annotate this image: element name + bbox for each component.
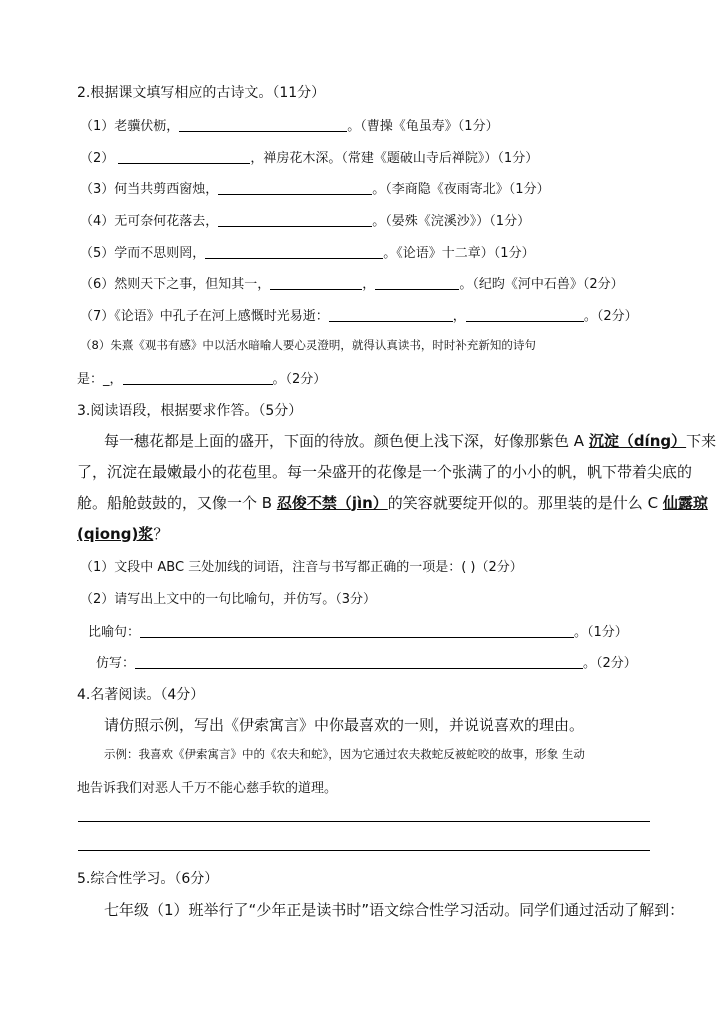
q2-item-7: （7）《论语》中孔子在河上感慨时光易逝： ， 。（2分） (80, 309, 638, 324)
answer-blank[interactable] (375, 275, 459, 290)
q3-passage-line-2: 了，沉淀在最嫩最小的花苞里。每一朵盛开的花像是一个张满了的小小的帆，帆下带着尖底的 (77, 463, 693, 481)
q2-item-5: （5）学而不思则罔， 。《论语》十二章）（1分） (80, 246, 535, 261)
q4-instruction: 请仿照示例，写出《伊索寓言》中你最喜欢的一则，并说说喜欢的理由。 (104, 716, 585, 734)
q3-heading: 3.阅读语段，根据要求作答。（5分） (77, 403, 303, 419)
q4-example-line-1: 示例：我喜欢《伊索寓言》中的《农夫和蛇》，因为它通过农夫救蛇反被蛇咬的故事，形象 生动 (104, 747, 585, 761)
q5-paragraph: 七年级（1）班举行了“少年正是读书时”语文综合性学习活动。同学们通过活动了解到： (104, 901, 685, 919)
answer-blank[interactable] (270, 275, 362, 290)
answer-blank[interactable] (123, 370, 273, 385)
answer-blank[interactable] (205, 244, 383, 259)
q4-example-line-2: 地告诉我们对恶人千万不能心慈手软的道理。 (77, 781, 338, 796)
q2-item-1: （1）老骥伏枥， 。（曹操《龟虽寿》（1分） (80, 119, 499, 134)
answer-line[interactable] (78, 850, 650, 851)
q3-imitate-row: 仿写： 。（2分） (96, 656, 637, 671)
answer-blank[interactable] (179, 117, 347, 132)
simile-answer-blank[interactable] (140, 623, 574, 638)
q3-passage-line-3: 舱。船舱鼓鼓的，又像一个 B 忍俊不禁（jìn）的笑容就要绽开似的。那里装的是什么 C 仙露琼 (77, 494, 708, 512)
q3-passage-line-4: (qiong)浆？ (77, 525, 169, 543)
q2-item-3: （3）何当共剪西窗烛， 。（李商隐《夜雨寄北》（1分） (80, 182, 550, 197)
q2-item-8-answer: 是：_， 。（2分） (77, 372, 327, 387)
q3-passage-line-1: 每一穗花都是上面的盛开，下面的待放。颜色便上浅下深，好像那紫色 A 沉淀（díng）下来 (104, 432, 717, 450)
q3-sub-2: （2）请写出上文中的一句比喻句，并仿写。（3分） (80, 592, 377, 607)
q3-simile-row: 比喻句： 。（1分） (88, 625, 628, 640)
q5-heading: 5.综合性学习。（6分） (77, 871, 219, 887)
answer-line[interactable] (78, 821, 650, 822)
answer-blank[interactable] (118, 149, 250, 164)
answer-blank[interactable] (218, 180, 372, 195)
imitate-answer-blank[interactable] (135, 654, 583, 669)
q2-heading: 2.根据课文填写相应的古诗文。（11分） (77, 85, 326, 101)
q2-item-8: （8）朱熹《观书有感》中以活水暗喻人要心灵澄明，就得认真读书，时时补充新知的诗句 (80, 338, 536, 352)
q4-heading: 4.名著阅读。（4分） (77, 687, 205, 703)
q2-item-2: （2） ，禅房花木深。（常建《题破山寺后禅院》）（1分） (80, 151, 539, 166)
answer-blank[interactable] (466, 307, 584, 322)
answer-blank[interactable] (329, 307, 453, 322)
q3-sub-1: （1）文段中 ABC 三处加线的词语，注音与书写都正确的一项是：( )（2分） (80, 560, 523, 575)
q2-item-4: （4）无可奈何花落去， 。（晏殊《浣溪沙》）（1分） (80, 214, 531, 229)
answer-blank[interactable] (218, 212, 372, 227)
q2-item-6: （6）然则天下之事，但知其一， ， 。（纪昀《河中石兽》（2分） (80, 277, 624, 292)
